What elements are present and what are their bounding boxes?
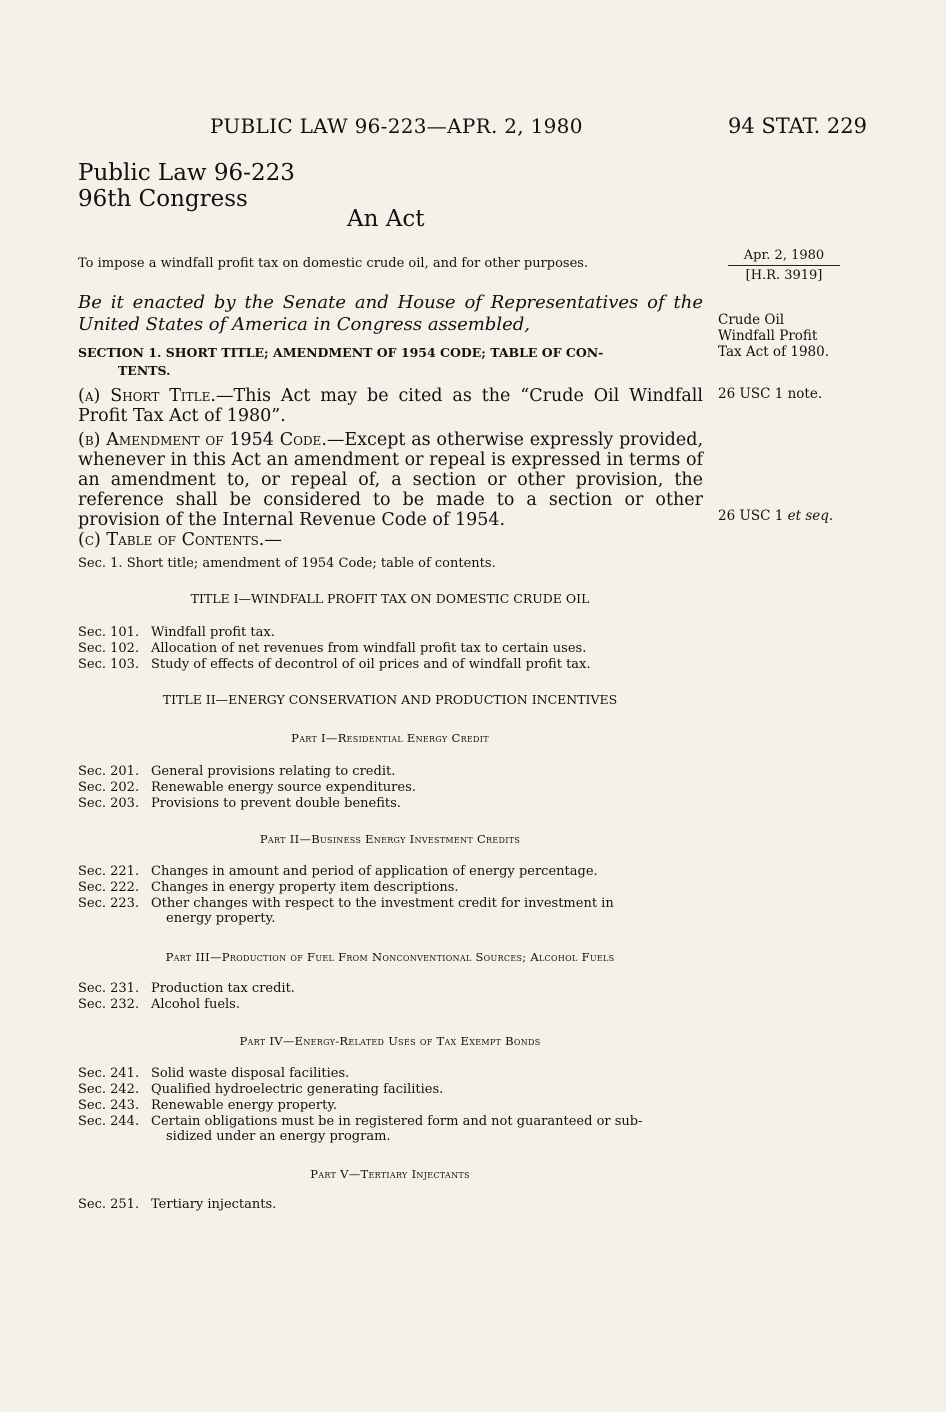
congress-number: 96th Congress (78, 186, 248, 212)
toc-section-number: Sec. 221. (78, 864, 140, 879)
toc-entry (78, 981, 295, 996)
toc-entry (78, 1098, 337, 1113)
toc-part-1-heading: Part I—Residential Energy Credit (291, 731, 489, 745)
subsection-b (78, 430, 703, 530)
subsection-a-label: (a) Short Title.— (78, 386, 234, 406)
toc-entry (78, 780, 416, 795)
toc-section-title: Changes in amount and period of application of energy percentage. (151, 864, 598, 879)
margin-usc-note-2 (718, 508, 833, 524)
toc-entry (78, 896, 703, 926)
toc-part-5-heading: Part V—Tertiary Injectants (310, 1167, 470, 1181)
act-title: An Act (347, 206, 425, 232)
running-head: PUBLIC LAW 96-223—APR. 2, 1980 (210, 114, 583, 138)
toc-part-4-heading: Part IV—Energy-Related Uses of Tax Exempt Bonds (239, 1034, 541, 1048)
toc-sec-1-number: Sec. 1. (78, 556, 123, 571)
toc-section-number: Sec. 232. (78, 997, 140, 1012)
toc-entry (78, 796, 401, 811)
toc-section-title-continued: sidized under an energy program. (166, 1129, 391, 1144)
toc-entry-sec-1 (78, 556, 496, 571)
statutes-at-large-reference: 94 STAT. 229 (728, 114, 868, 138)
toc-entry (78, 880, 459, 895)
public-law-number: Public Law 96-223 (78, 160, 295, 186)
toc-entry (78, 657, 591, 672)
toc-section-title: Provisions to prevent double benefits. (151, 796, 401, 811)
toc-part-3-heading: Part III—Production of Fuel From Nonconventional Sources; Alcohol Fuels (165, 950, 615, 964)
toc-title-1-heading: TITLE I—WINDFALL PROFIT TAX ON DOMESTIC CRUDE OIL (190, 591, 590, 606)
toc-section-title-continued: energy property. (166, 911, 276, 926)
toc-entry (78, 641, 586, 656)
toc-section-number: Sec. 102. (78, 641, 140, 656)
toc-sec-1-title: Short title; amendment of 1954 Code; table of contents. (126, 556, 496, 571)
toc-section-number: Sec. 223. (78, 896, 140, 911)
usc-note-2-prefix: 26 USC 1 (718, 508, 788, 524)
toc-section-title: Solid waste disposal facilities. (151, 1066, 350, 1081)
enacting-clause: Be it enacted by the Senate and House of Representatives of the United States of America in Congress assembled, (78, 292, 703, 335)
margin-short-title-note: Crude Oil Windfall Profit Tax Act of 1980. (718, 312, 829, 360)
toc-section-title: Qualified hydroelectric generating facilities. (151, 1082, 444, 1097)
act-purpose: To impose a windfall profit tax on domestic crude oil, and for other purposes. (78, 256, 589, 271)
toc-section-number: Sec. 222. (78, 880, 140, 895)
toc-section-title: Renewable energy property. (151, 1098, 338, 1113)
toc-entry (78, 1066, 349, 1081)
toc-section-title: Production tax credit. (151, 981, 295, 996)
toc-section-title: Certain obligations must be in registered form and not guaranteed or sub- (151, 1114, 643, 1129)
toc-section-number: Sec. 241. (78, 1066, 140, 1081)
toc-entry (78, 625, 275, 640)
margin-usc-note-1: 26 USC 1 note. (718, 386, 823, 402)
toc-section-title: Windfall profit tax. (151, 625, 275, 640)
section-1-heading-line2: TENTS. (118, 363, 171, 378)
toc-section-title: Study of effects of decontrol of oil prices and of windfall profit tax. (151, 657, 591, 672)
margin-bill-number: [H.R. 3919] (745, 268, 823, 283)
toc-section-number: Sec. 103. (78, 657, 140, 672)
toc-section-number: Sec. 244. (78, 1114, 140, 1129)
subsection-c (78, 530, 703, 550)
toc-part-2-heading: Part II—Business Energy Investment Credits (259, 832, 521, 846)
section-1-heading-line1: SECTION 1. SHORT TITLE; AMENDMENT OF 1954 CODE; TABLE OF CON- (78, 345, 604, 360)
toc-section-title: Changes in energy property item descriptions. (151, 880, 459, 895)
toc-section-number: Sec. 101. (78, 625, 140, 640)
toc-section-number: Sec. 251. (78, 1197, 140, 1212)
subsection-a (78, 386, 703, 426)
toc-entry (78, 1114, 703, 1144)
toc-section-number: Sec. 201. (78, 764, 140, 779)
toc-entry (78, 864, 598, 879)
toc-section-title: Other changes with respect to the investment credit for investment in (151, 896, 614, 911)
toc-entry (78, 1197, 276, 1212)
toc-entry (78, 764, 395, 779)
toc-section-number: Sec. 243. (78, 1098, 140, 1113)
toc-section-title: Allocation of net revenues from windfall profit tax to certain uses. (151, 641, 587, 656)
toc-section-title: Tertiary injectants. (151, 1197, 277, 1212)
subsection-b-text: Except as otherwise expressly provided, whenever in this Act an amendment or repeal is expressed in terms of an amendment to, or repeal of, a section or other provision, the reference shall be considered to be made to a section or other provision of the Internal Revenue Code of 1954. (78, 430, 704, 530)
section-1-heading (78, 344, 703, 380)
toc-section-number: Sec. 242. (78, 1082, 140, 1097)
usc-note-2-suffix: et seq. (787, 508, 834, 524)
margin-date: Apr. 2, 1980 (728, 248, 840, 266)
toc-section-number: Sec. 202. (78, 780, 140, 795)
toc-section-title: Renewable energy source expenditures. (151, 780, 416, 795)
toc-section-title: Alcohol fuels. (151, 997, 240, 1012)
subsection-c-label: (c) Table of Contents.— (78, 530, 282, 550)
toc-section-number: Sec. 231. (78, 981, 140, 996)
toc-entry (78, 1082, 443, 1097)
toc-section-title: General provisions relating to credit. (151, 764, 396, 779)
subsection-b-label: (b) Amendment of 1954 Code.— (78, 430, 345, 450)
subsection-a-text: This Act may be cited as the “Crude Oil Windfall Profit Tax Act of 1980”. (78, 386, 703, 426)
toc-section-number: Sec. 203. (78, 796, 140, 811)
toc-entry (78, 997, 240, 1012)
toc-title-2-heading: TITLE II—ENERGY CONSERVATION AND PRODUCTION INCENTIVES (162, 692, 618, 707)
